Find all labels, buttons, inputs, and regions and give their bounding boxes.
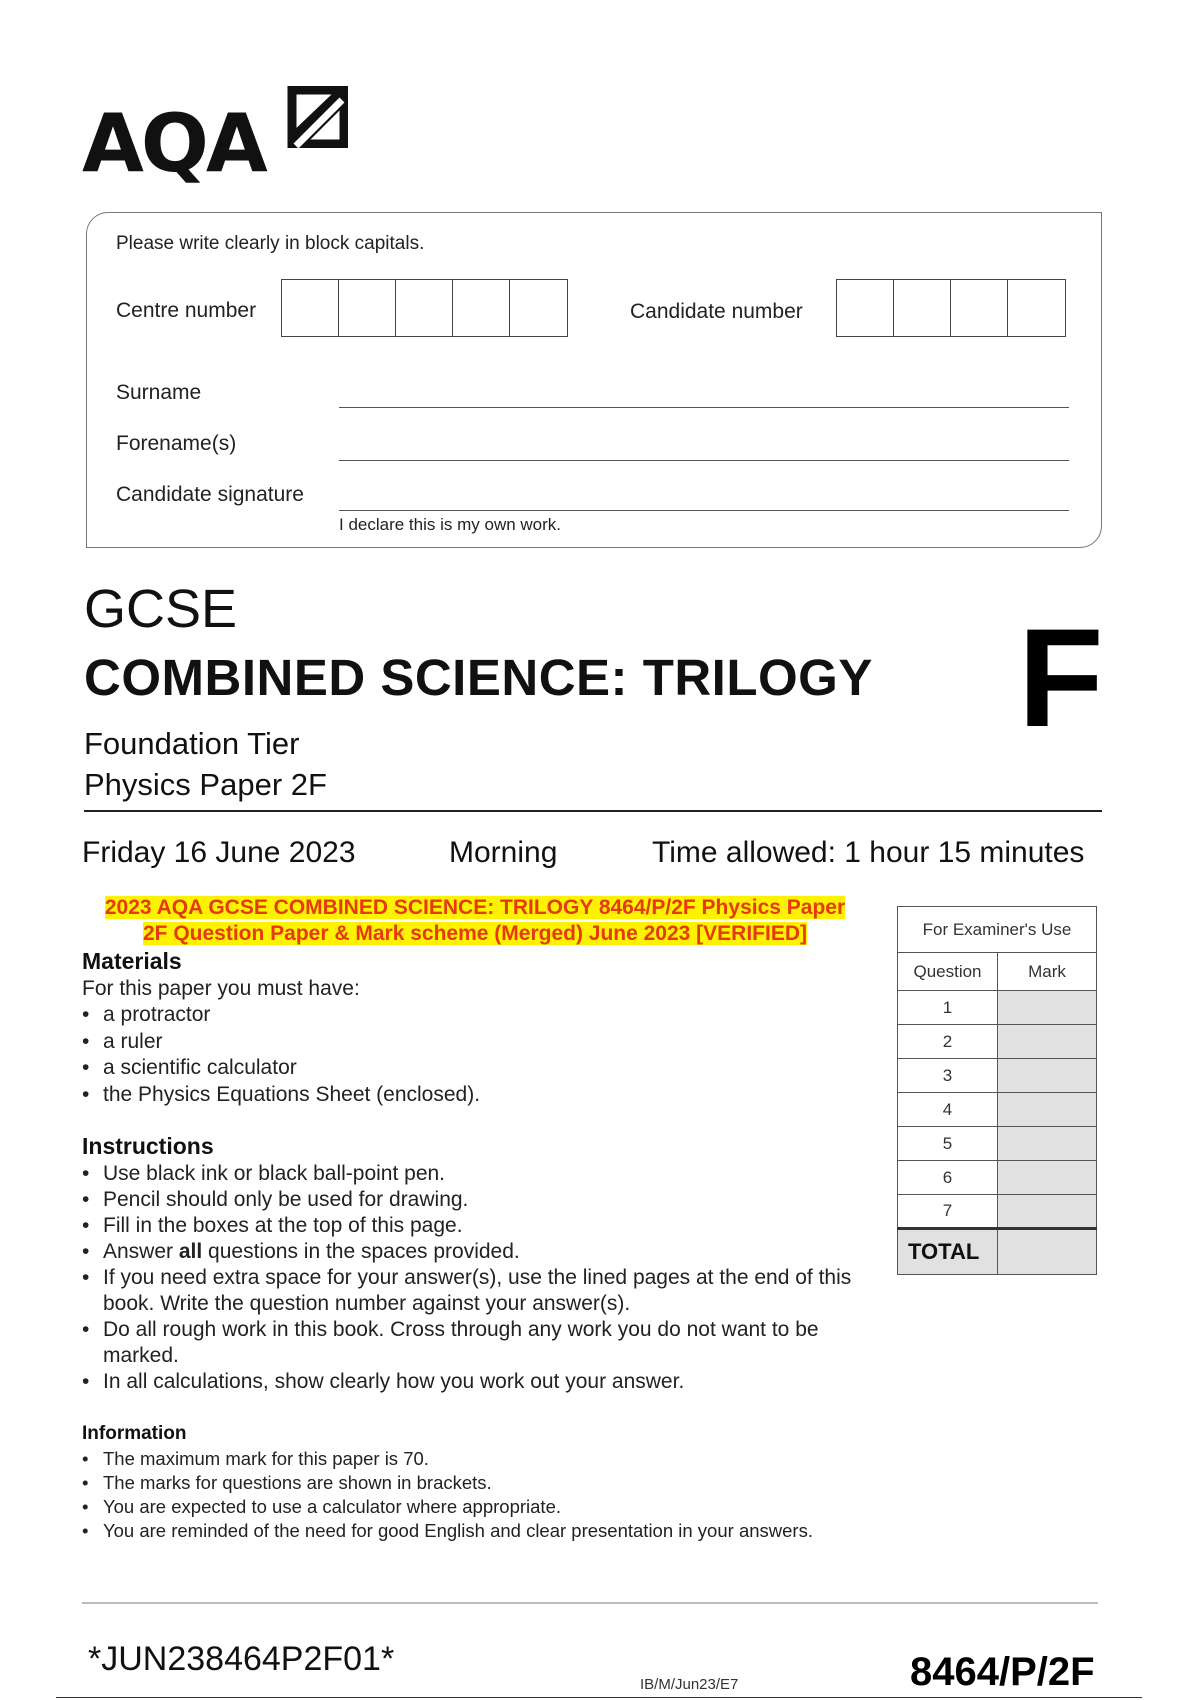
- list-item: • Fill in the boxes at the top of this page.: [82, 1213, 872, 1239]
- centre-digit-box[interactable]: [453, 280, 510, 336]
- candidate-number-label: Candidate number: [630, 300, 803, 323]
- list-item: • The maximum mark for this paper is 70.: [82, 1447, 932, 1471]
- mark-cell[interactable]: [998, 1093, 1097, 1127]
- table-row: [898, 1025, 1097, 1059]
- tier-letter: F: [1018, 599, 1104, 756]
- materials-intro: For this paper you must have:: [82, 977, 360, 1000]
- centre-number-boxes[interactable]: [281, 279, 568, 337]
- question-number: 3: [898, 1059, 998, 1093]
- instructions-list: [82, 1161, 872, 1395]
- banner-line-1: 2023 AQA GCSE COMBINED SCIENCE: TRILOGY 8464/P/2F Physics Paper: [104, 896, 846, 919]
- centre-digit-box[interactable]: [396, 280, 453, 336]
- list-item: • Do all rough work in this book. Cross through any work you do not want to be marked.: [82, 1317, 872, 1369]
- question-column-header: Question: [898, 953, 998, 991]
- list-item: • the Physics Equations Sheet (enclosed).: [82, 1082, 480, 1109]
- barcode-text: *JUN238464P2F01*: [88, 1640, 395, 1678]
- mark-cell[interactable]: [998, 1161, 1097, 1195]
- paper-code: 8464/P/2F: [910, 1650, 1095, 1694]
- information-heading: Information: [82, 1423, 187, 1444]
- question-number: 6: [898, 1161, 998, 1195]
- document-title-banner: [82, 895, 868, 947]
- signature-line[interactable]: [339, 510, 1069, 511]
- tier-label: Foundation Tier: [84, 726, 300, 761]
- table-row: [898, 1161, 1097, 1195]
- declaration-text: I declare this is my own work.: [339, 515, 562, 534]
- signature-label: Candidate signature: [116, 483, 304, 506]
- centre-digit-box[interactable]: [339, 280, 396, 336]
- list-item: • In all calculations, show clearly how you work out your answer.: [82, 1369, 872, 1395]
- candidate-number-boxes[interactable]: [836, 279, 1066, 337]
- question-number: 1: [898, 991, 998, 1025]
- list-item: • If you need extra space for your answer(s), use the lined pages at the end of this book. Write the question number against your answer(s).: [82, 1265, 872, 1317]
- table-row: [898, 1093, 1097, 1127]
- table-row: [898, 991, 1097, 1025]
- mark-cell[interactable]: [998, 1195, 1097, 1229]
- exam-date: Friday 16 June 2023: [82, 836, 356, 869]
- question-number: 7: [898, 1195, 998, 1229]
- materials-heading: Materials: [82, 948, 182, 974]
- candidate-digit-box[interactable]: [837, 280, 894, 336]
- mark-cell[interactable]: [998, 1127, 1097, 1161]
- total-label: TOTAL: [898, 1229, 998, 1275]
- list-item: • You are reminded of the need for good English and clear presentation in your answers.: [82, 1519, 932, 1543]
- logo-text: AQA: [82, 97, 265, 190]
- aqa-tick-mark-icon: [282, 86, 348, 148]
- list-item: • Use black ink or black ball-point pen.: [82, 1161, 872, 1187]
- question-number: 5: [898, 1127, 998, 1161]
- banner-line-2: 2F Question Paper & Mark scheme (Merged) June 2023 [VERIFIED]: [142, 922, 808, 945]
- examiner-table-title: For Examiner's Use: [898, 907, 1097, 953]
- block-capitals-instruction: Please write clearly in block capitals.: [116, 233, 425, 254]
- examiner-use-table: [897, 906, 1097, 1275]
- mark-column-header: Mark: [998, 953, 1097, 991]
- information-list: [82, 1447, 932, 1543]
- list-item: • a ruler: [82, 1029, 480, 1056]
- total-row: [898, 1229, 1097, 1275]
- candidate-details-box: [86, 212, 1102, 548]
- candidate-digit-box[interactable]: [951, 280, 1008, 336]
- candidate-digit-box[interactable]: [1008, 280, 1065, 336]
- time-allowed: Time allowed: 1 hour 15 minutes: [652, 836, 1085, 869]
- table-row: [898, 1195, 1097, 1229]
- list-item: • Answer all questions in the spaces provided.: [82, 1239, 872, 1265]
- paper-label: Physics Paper 2F: [84, 767, 327, 802]
- list-item: • Pencil should only be used for drawing.: [82, 1187, 872, 1213]
- exam-session: Morning: [449, 836, 558, 869]
- subject-title: COMBINED SCIENCE: TRILOGY: [84, 649, 873, 706]
- forename-line[interactable]: [339, 460, 1069, 461]
- table-row: [898, 1127, 1097, 1161]
- mark-cell[interactable]: [998, 1059, 1097, 1093]
- header-divider: [84, 810, 1102, 812]
- instructions-heading: Instructions: [82, 1133, 214, 1159]
- aqa-logo: [82, 86, 352, 190]
- reference-code: IB/M/Jun23/E7: [640, 1676, 739, 1693]
- mark-cell[interactable]: [998, 1025, 1097, 1059]
- qualification-title: GCSE: [84, 579, 238, 639]
- list-item: • a protractor: [82, 1002, 480, 1029]
- bottom-rule: [56, 1697, 1142, 1698]
- list-item: • a scientific calculator: [82, 1055, 480, 1082]
- question-number: 4: [898, 1093, 998, 1127]
- forename-label: Forename(s): [116, 432, 237, 455]
- materials-list: [82, 1002, 480, 1108]
- list-item: • You are expected to use a calculator where appropriate.: [82, 1495, 932, 1519]
- surname-line[interactable]: [339, 407, 1069, 408]
- question-number: 2: [898, 1025, 998, 1059]
- table-row: [898, 1059, 1097, 1093]
- list-item: • The marks for questions are shown in brackets.: [82, 1471, 932, 1495]
- total-mark-cell[interactable]: [998, 1229, 1097, 1275]
- centre-digit-box[interactable]: [510, 280, 567, 336]
- surname-label: Surname: [116, 381, 202, 404]
- centre-digit-box[interactable]: [282, 280, 339, 336]
- mark-cell[interactable]: [998, 991, 1097, 1025]
- footer-divider: [82, 1602, 1098, 1604]
- candidate-digit-box[interactable]: [894, 280, 951, 336]
- centre-number-label: Centre number: [116, 299, 257, 322]
